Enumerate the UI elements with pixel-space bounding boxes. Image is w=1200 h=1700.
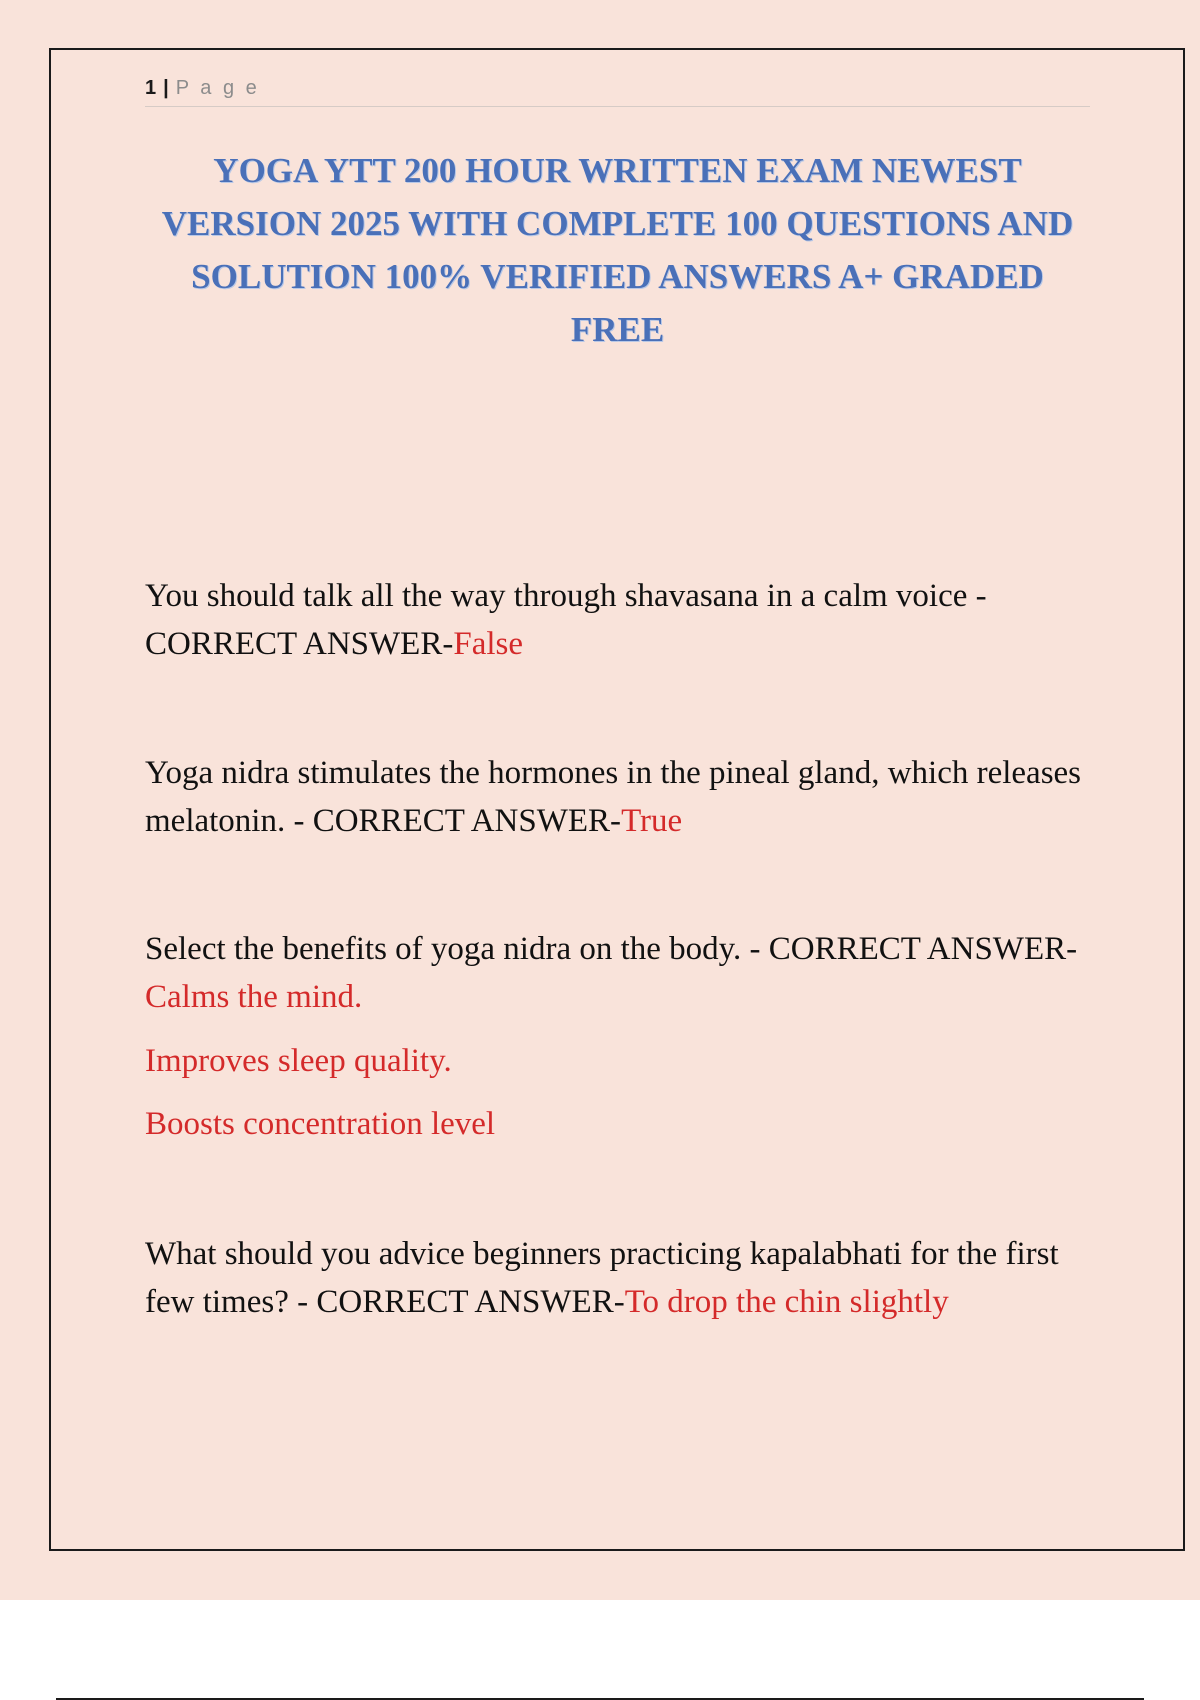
page-header [145,74,1090,107]
question-4 [145,1230,1090,1326]
document-title: YOGA YTT 200 HOUR WRITTEN EXAM NEWEST VERSION 2025 WITH COMPLETE 100 QUESTIONS AND SOLUTION 100% VERIFIED ANSWERS A+ GRADED FREE [161,151,1074,349]
question-1-answer: False [453,626,524,662]
question-4-answer: To drop the chin slightly [624,1284,949,1320]
question-3-answer-extra-2: Boosts concentration level [145,1106,496,1142]
page-number: 1 [145,77,160,99]
question-2-answer: True [621,803,683,839]
question-1 [145,572,1090,668]
question-2-text: Yoga nidra stimulates the hormones in the pineal gland, which releases melatonin. - CORRECT ANSWER- [145,755,1082,839]
question-4-text: What should you advice beginners practicing kapalabhati for the first few times? - CORRECT ANSWER- [145,1236,1059,1320]
question-1-text: You should talk all the way through shavasana in a calm voice - CORRECT ANSWER- [145,578,987,662]
question-3 [145,925,1090,1021]
page-label: P a g e [175,77,260,99]
question-2 [145,749,1090,845]
question-3-answer: Calms the mind. [145,979,363,1015]
question-3-text: Select the benefits of yoga nidra on the body. - CORRECT ANSWER- [145,931,1078,967]
question-3-answer-extra-1: Improves sleep quality. [145,1043,452,1079]
page-number-separator: | [163,77,172,99]
